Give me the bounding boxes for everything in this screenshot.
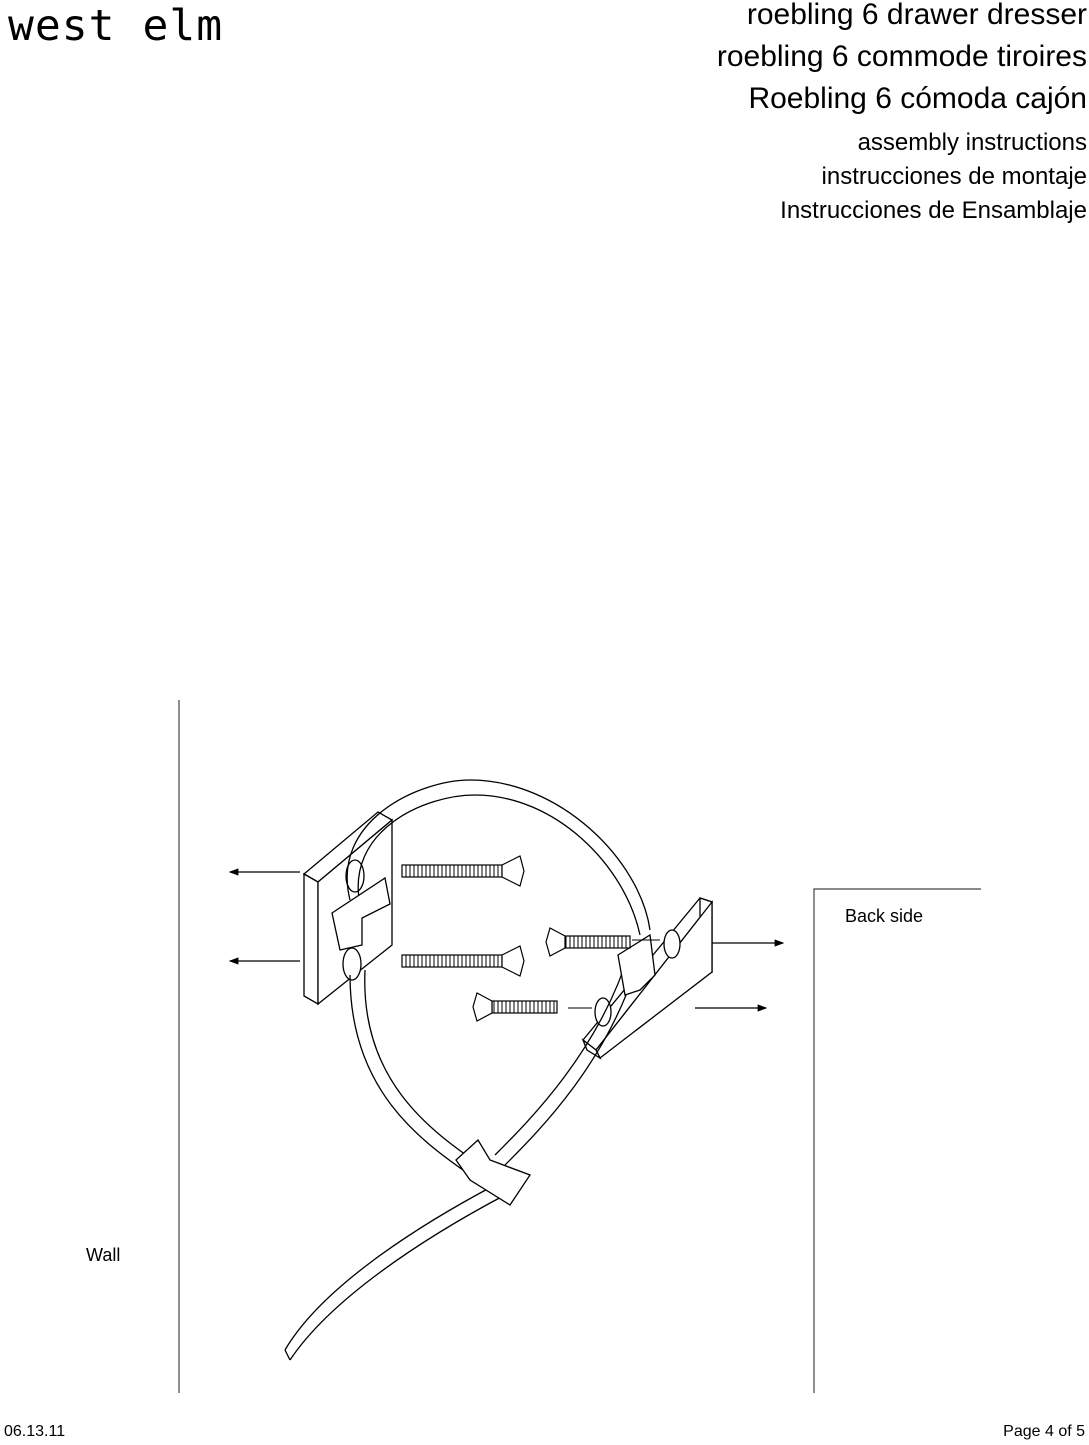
footer-page-number: Page 4 of 5	[1003, 1423, 1085, 1440]
instructions-title-es: instrucciones de montaje	[821, 163, 1087, 190]
screw-4	[473, 993, 557, 1021]
product-title-es: Roebling 6 cómoda cajón	[748, 82, 1087, 115]
brand-logo: west elm	[8, 1, 224, 51]
screw-1	[402, 856, 524, 886]
screw-2	[402, 946, 524, 976]
product-title-fr: roebling 6 commode tiroires	[716, 40, 1087, 73]
back-side-label: Back side	[845, 906, 924, 926]
wall-label: Wall	[86, 1245, 121, 1265]
footer-date: 06.13.11	[4, 1423, 66, 1440]
instructions-title-es-alt: Instrucciones de Ensamblaje	[780, 197, 1087, 224]
back-side-outline	[814, 889, 981, 1393]
product-title-en: roebling 6 drawer dresser	[746, 0, 1087, 31]
instructions-title-en: assembly instructions	[857, 129, 1087, 156]
screw-3	[546, 928, 630, 956]
